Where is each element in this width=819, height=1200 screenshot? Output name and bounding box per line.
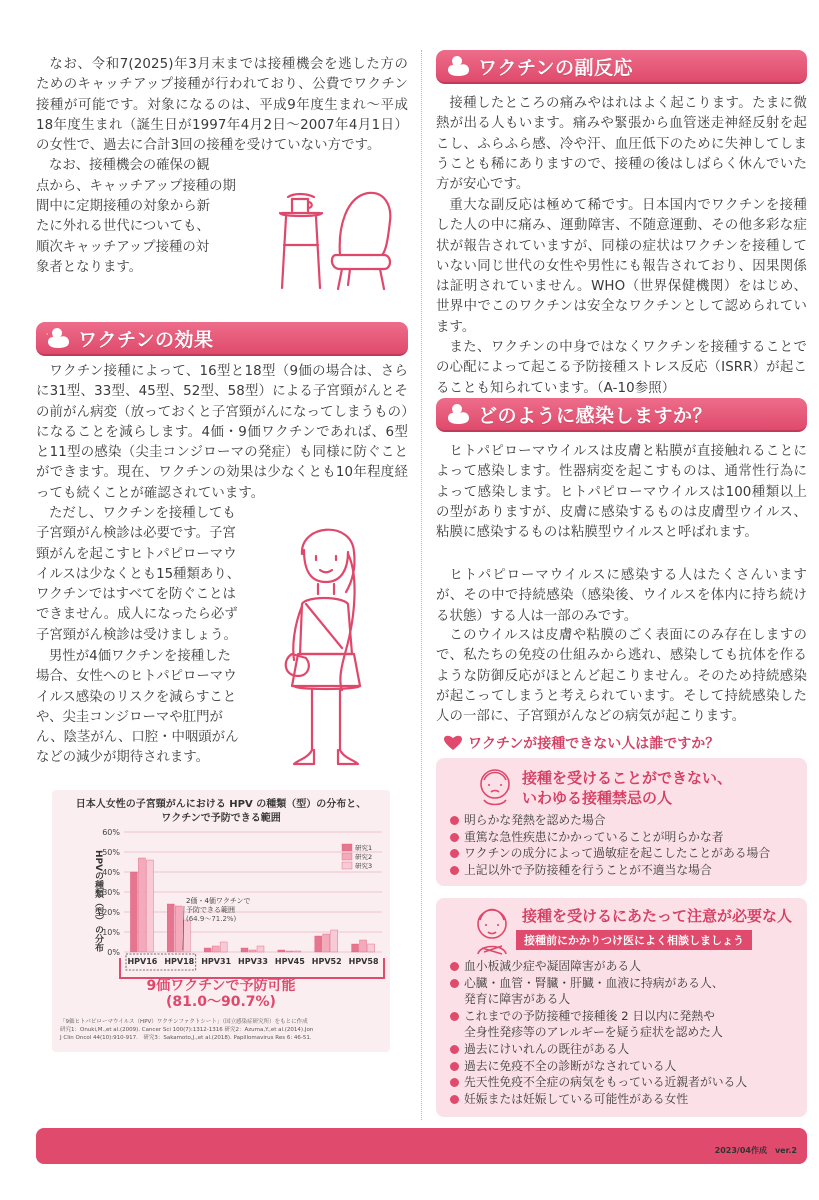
bar bbox=[315, 936, 322, 952]
text-line: なお、接種機会の確保の観 bbox=[49, 158, 210, 174]
text-line: 男性が4価ワクチンを接種した bbox=[49, 649, 231, 664]
legend-label: 研究2 bbox=[355, 853, 373, 861]
text-line: 象者となります。 bbox=[36, 259, 143, 275]
bar bbox=[241, 948, 248, 952]
y-tick-label: 30% bbox=[102, 888, 120, 897]
legend-swatch bbox=[342, 853, 352, 860]
list-item: 心臓・血管・腎臓・肝臓・血液に持病がある人、 bbox=[448, 975, 804, 992]
legend-label: 研究1 bbox=[355, 844, 373, 852]
bar bbox=[220, 942, 227, 952]
infection-section-header bbox=[436, 398, 807, 432]
text-line: イルスは少なくとも15種類あり、 bbox=[36, 566, 241, 582]
list-item-continuation: 発育に障害がある人 bbox=[464, 992, 571, 1007]
bar bbox=[138, 858, 145, 952]
list-item: 過去に免疫不全の診断がなされている人 bbox=[448, 1058, 804, 1075]
infection-header-title: どのように感染しますか？ bbox=[478, 404, 713, 427]
category-label: HPV31 bbox=[201, 957, 232, 966]
text-line: 点から、キャッチアップ接種の期 bbox=[36, 178, 236, 194]
worried-face-icon bbox=[476, 766, 514, 808]
side-effects-section-header bbox=[436, 50, 807, 84]
bar bbox=[331, 930, 338, 952]
nine-valent-range: (81.0〜90.7%) bbox=[166, 994, 276, 1010]
bar bbox=[146, 860, 153, 952]
effect-section-header bbox=[36, 322, 408, 356]
text-line: や、尖圭コンジローマや肛門が bbox=[36, 709, 223, 725]
y-tick-label: 10% bbox=[102, 928, 120, 937]
infection-paragraph-1: ヒトパピローマウイルスは皮膚と粘膜が直接触れることによって感染します。性器病変を起こすものは、通常性行為によって感染します。ヒトパピローマウイルスは100種類以上の型がありますが、皮膚に感染するものは皮膚型ウイルス、粘膜に感染するものは粘膜型ウイルスと呼ばれます。 bbox=[436, 444, 807, 541]
list-item: 過去にけいれんの既往がある人 bbox=[448, 1041, 804, 1058]
bar bbox=[257, 946, 264, 952]
chart-title-line: 日本人女性の子宮頸がんにおける HPV の種類（型）の分布と、 bbox=[75, 799, 367, 810]
hpv-chart bbox=[52, 790, 390, 1052]
y-tick-label: 40% bbox=[102, 868, 120, 877]
list-item: 血小板減少症や凝固障害がある人 bbox=[448, 958, 804, 975]
chart-footnote bbox=[60, 1018, 385, 1042]
catchup-paragraph: なお、令和7(2025)年3月末までは接種機会を逃した方のためのキャッチアップ接種が行われており、公費でワクチン接種が可能です。対象になるのは、平成9年度生まれ～平成18年度生まれ（誕生日が1997年4月2日～2007年4月1日）の女性で、過去に合計3回の接種を受けていない方です。 bbox=[36, 57, 408, 154]
contraindication-question bbox=[444, 733, 719, 753]
infection-paragraph-3: このウイルスは皮膚や粘膜のごく表面にのみ存在しますので、私たちの免疫の仕組みから逃れ、感染しても抗体を作るような防御反応がほとんど起こりません。そのため持続感染が起こってしまうと考えられています。そして持続感染した人の一部に、子宮頸がんなどの病気が起こります。 bbox=[436, 628, 807, 725]
caution-list bbox=[448, 958, 804, 1107]
category-label: HPV45 bbox=[274, 957, 305, 966]
list-item-continuation: 全身性発疹等のアレルギーを疑う症状を認めた人 bbox=[464, 1025, 723, 1040]
nine-valent-note bbox=[52, 978, 390, 1010]
column-divider bbox=[421, 50, 422, 1120]
footer-bar bbox=[36, 1128, 807, 1164]
contraindication-title-line: 接種を受けることができない、 bbox=[522, 769, 733, 787]
y-tick-label: 50% bbox=[102, 848, 120, 857]
bar bbox=[323, 934, 330, 952]
category-label: HPV33 bbox=[238, 957, 268, 966]
text-line: 場合、女性へのヒトパピローマウ bbox=[36, 669, 237, 685]
text-line: 頸がんを起こすヒトパピローマウ bbox=[36, 546, 237, 562]
text-line: イルス感染のリスクを減らすこと bbox=[36, 689, 237, 705]
nine-valent-note-line: 9価ワクチンで予防可能 bbox=[146, 978, 296, 994]
category-label: HPV16 bbox=[127, 957, 158, 966]
contraindication-panel bbox=[436, 758, 807, 886]
caution-subtitle: 接種前にかかりつけ医によく相談しましょう bbox=[516, 930, 752, 950]
boy-face-icon bbox=[470, 904, 514, 958]
contraindication-title bbox=[522, 768, 732, 808]
text-line: などの減少が期待されます。 bbox=[36, 750, 210, 766]
text-line: 子宮頸がん検診は必要です。子宮 bbox=[36, 526, 236, 542]
list-item: 妊娠または妊娠している可能性がある女性 bbox=[448, 1091, 804, 1108]
list-item: 重篤な急性疾患にかかっていることが明らかな者 bbox=[448, 829, 800, 846]
text-line: たに外れる世代についても、 bbox=[36, 219, 210, 235]
category-label: HPV58 bbox=[348, 957, 379, 966]
footnote-line: J Clin Oncol 44(10):910-917. 研究3：Sakamoto,J.,et al.(2018). Papillomavirus Res 6: 46-51. bbox=[60, 1035, 312, 1041]
list-item: 明らかな発熱を認めた場合 bbox=[448, 812, 800, 829]
bar bbox=[360, 940, 367, 952]
effect-paragraph-1: ワクチン接種によって、16型と18型（9価の場合は、さらに31型、33型、45型、52型、58型）による子宮頸がんとその前がん病変（放っておくと子宮頸がんになってしまうもの）になることを減らします。4価・9価ワクチンであれば、6型と11型の感染（尖圭コンジローマの発症）も同様に防ぐことができます。現在、ワクチンの効果は少なくとも10年程度経っても続くことが確認されています。 bbox=[36, 364, 408, 501]
list-item: 先天性免疫不全症の病気をもっている近親者がいる人 bbox=[448, 1074, 804, 1091]
side-effects-paragraph-3: また、ワクチンの中身ではなくワクチンを接種することでの心配によって起こる予防接種ストレス反応（ISRR）が起こることも知られています。（A-10参照） bbox=[436, 340, 807, 396]
text-line: 間中に定期接種の対象から新 bbox=[36, 199, 211, 215]
category-label: HPV18 bbox=[164, 957, 195, 966]
y-axis-label: HPVの種類（型）の分布 bbox=[93, 850, 103, 953]
question-text: ワクチンが接種できない人は誰ですか？ bbox=[468, 736, 720, 752]
heart-icon bbox=[444, 735, 462, 751]
bar bbox=[167, 904, 174, 952]
legend-label: 研究3 bbox=[355, 862, 373, 870]
bar bbox=[175, 906, 182, 952]
table-chair-illustration bbox=[262, 183, 397, 293]
text-line: できません。成人になったら必ず bbox=[36, 607, 238, 623]
list-item: 上記以外で予防接種を行うことが不適当な場合 bbox=[448, 862, 800, 879]
contraindication-list bbox=[448, 812, 800, 878]
bar bbox=[212, 946, 219, 952]
y-tick-label: 20% bbox=[102, 908, 120, 917]
bar bbox=[368, 944, 375, 952]
text-line: ただし、ワクチンを接種しても bbox=[49, 506, 236, 521]
duck-icon bbox=[46, 327, 70, 349]
side-effects-paragraph-2: 重大な副反応は極めて稀です。日本国内でワクチンを接種した人の中に痛み、運動障害、不随意運動、その他多彩な症状が報告されていますが、同様の症状はワクチンを接種していない同じ世代の女性や男性にも報告されており、因果関係は証明されていません。WHO（世界保健機関）をはじめ、世界中でこのワクチンは安全なワクチンとして認められています。 bbox=[436, 198, 807, 335]
duck-icon bbox=[446, 403, 470, 425]
bar bbox=[352, 944, 359, 952]
y-tick-label: 0% bbox=[107, 948, 120, 957]
annotation-label: 予防できる範囲 bbox=[186, 906, 235, 914]
footer-date: 2023/04作成 ver.2 bbox=[714, 1146, 797, 1155]
text-line: ワクチンではすべてを防ぐことは bbox=[36, 587, 236, 603]
effect-paragraph-2 bbox=[36, 504, 261, 646]
contraindication-title-line: いわゆる接種禁忌の人 bbox=[522, 789, 673, 807]
duck-icon bbox=[446, 55, 470, 77]
text-line: 子宮頸がん検診は受けましょう。 bbox=[36, 627, 237, 643]
bar bbox=[130, 872, 137, 952]
legend-swatch bbox=[342, 844, 352, 851]
side-effects-paragraph-1: 接種したところの痛みやはれはよく起こります。たまに微熱が出る人もいます。痛みや緊張から血管迷走神経反射を起こし、ふらふら感、冷や汗、血圧低下のために失神してしまうことも稀にありますので、接種の後はしばらく休んでいた方が安心です。 bbox=[436, 96, 807, 193]
effect-header-title: ワクチンの効果 bbox=[78, 328, 214, 351]
effect-paragraph-3 bbox=[36, 647, 261, 769]
infection-paragraph-2: ヒトパピローマウイルスに感染する人はたくさんいますが、その中で持続感染（感染後、ウイルスを体内に持ち続ける状態）する人は一部のみです。 bbox=[436, 568, 807, 624]
bar bbox=[278, 950, 285, 952]
text-line: ん、陰茎がん、口腔・中咽頭がん bbox=[36, 730, 239, 746]
caution-title: 接種を受けるにあたって注意が必要な人 bbox=[522, 907, 793, 925]
footnote-line: 研究1：Onuki,M.,et al.(2009). Cancer Sci 100(7):1312-1316 研究2：Azuma,Y.,et al.(2014).Jon bbox=[60, 1027, 314, 1033]
bar bbox=[294, 951, 301, 952]
annotation-label: 2価・4価ワクチンで bbox=[186, 897, 251, 905]
caution-panel bbox=[436, 898, 807, 1117]
legend-swatch bbox=[342, 862, 352, 869]
list-item: これまでの予防接種で接種後 2 日以内に発熱や bbox=[448, 1008, 804, 1025]
bar bbox=[183, 920, 190, 952]
text-line: 順次キャッチアップ接種の対 bbox=[36, 239, 210, 255]
bar bbox=[249, 950, 256, 952]
chart-title-line: ワクチンで予防できる範囲 bbox=[161, 813, 281, 824]
annotation-range: (64.9〜71.2%) bbox=[186, 915, 237, 923]
bar bbox=[286, 951, 293, 952]
footnote-line: 「9価ヒトパピローマウイルス（HPV）ワクチンファクトシート」（国立感染症研究所）をもとに作成 bbox=[60, 1019, 308, 1025]
y-tick-label: 60% bbox=[102, 828, 120, 837]
category-label: HPV52 bbox=[311, 957, 342, 966]
list-item: ワクチンの成分によって過敏症を起こしたことがある場合 bbox=[448, 845, 800, 862]
girl-illustration bbox=[272, 514, 382, 774]
bar bbox=[204, 948, 211, 952]
side-effects-header-title: ワクチンの副反応 bbox=[478, 56, 634, 79]
catchup-paragraph-2 bbox=[36, 156, 276, 278]
